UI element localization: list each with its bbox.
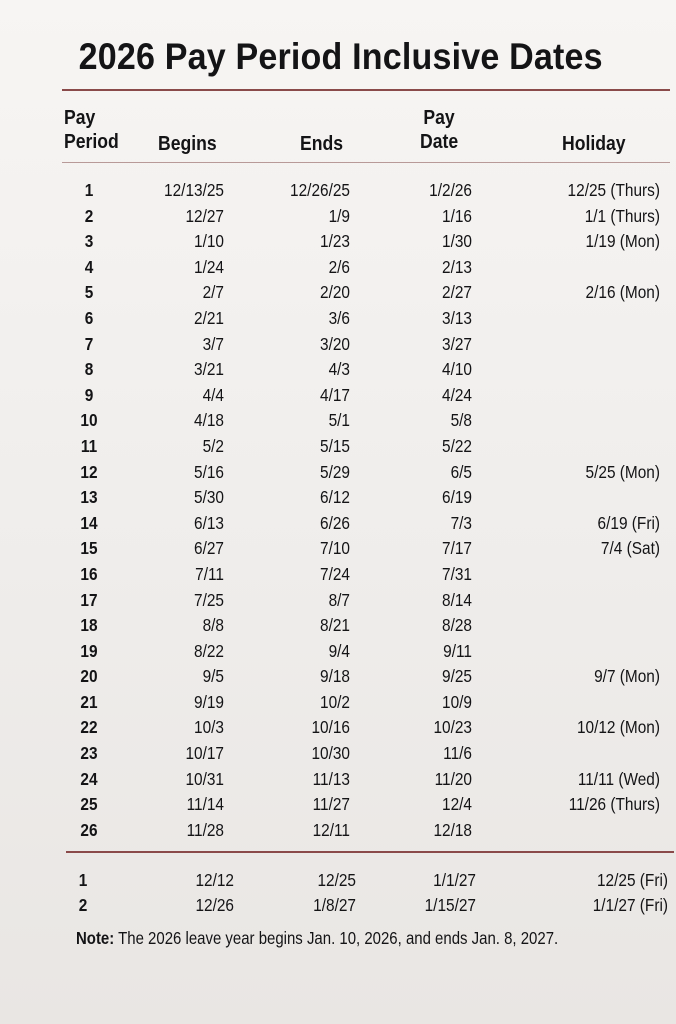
ends-cell: 5/29 <box>320 461 350 482</box>
begins-cell: 6/13 <box>194 512 224 533</box>
begins-cell: 10/3 <box>194 717 224 738</box>
table-row <box>0 485 676 511</box>
page-title: 2026 Pay Period Inclusive Dates <box>78 36 603 77</box>
ends-cell: 12/25 <box>317 870 356 890</box>
pay-period-cell: 7 <box>84 333 94 354</box>
ends-cell: 10/2 <box>320 691 350 712</box>
table-row <box>0 229 676 255</box>
header-pay-period-line2: Period <box>64 131 119 153</box>
pay-date-cell: 7/31 <box>442 563 472 584</box>
ends-cell: 2/20 <box>320 282 350 303</box>
pay-period-cell: 19 <box>80 640 98 661</box>
pay-date-cell: 4/10 <box>442 359 472 380</box>
header-holiday: Holiday <box>562 133 626 155</box>
pay-date-cell: 1/16 <box>442 205 472 226</box>
table-row <box>0 767 676 793</box>
pay-period-cell: 21 <box>80 691 98 712</box>
ends-cell: 11/27 <box>312 794 350 815</box>
ends-cell: 5/15 <box>320 435 350 456</box>
begins-cell: 3/7 <box>202 333 224 354</box>
table-row <box>0 562 676 588</box>
begins-cell: 5/16 <box>194 461 224 482</box>
header-begins: Begins <box>158 133 217 155</box>
begins-cell: 5/30 <box>194 487 224 508</box>
table-row <box>0 357 676 383</box>
pay-date-cell: 3/13 <box>442 307 472 328</box>
begins-cell: 1/24 <box>194 256 224 277</box>
pay-period-cell: 13 <box>80 487 98 508</box>
pay-date-cell: 11/20 <box>434 768 472 789</box>
pay-period-cell: 25 <box>80 794 98 815</box>
begins-cell: 9/19 <box>194 691 224 712</box>
ends-cell: 1/23 <box>320 231 350 252</box>
ends-cell: 9/4 <box>328 640 350 661</box>
holiday-cell: 9/7 (Mon) <box>594 666 660 687</box>
table-row <box>0 280 676 306</box>
begins-cell: 2/7 <box>202 282 224 303</box>
pay-date-cell: 1/15/27 <box>424 895 476 915</box>
pay-period-cell: 17 <box>80 589 98 610</box>
holiday-cell: 12/25 (Thurs) <box>567 180 660 200</box>
pay-period-cell: 11 <box>80 435 98 456</box>
note-text: The 2026 leave year begins Jan. 10, 2026, and ends Jan. 8, 2027. <box>114 928 559 948</box>
ends-cell: 6/12 <box>320 487 350 508</box>
begins-cell: 11/14 <box>186 794 224 815</box>
begins-cell: 9/5 <box>202 666 224 687</box>
next-year-table <box>0 868 676 918</box>
pay-date-cell: 10/23 <box>433 717 472 738</box>
table-row <box>0 204 676 230</box>
holiday-cell: 1/1/27 (Fri) <box>592 895 668 915</box>
pay-period-cell: 3 <box>84 231 94 252</box>
header-pay-date-line2: Date <box>420 131 459 153</box>
pay-period-cell: 12 <box>80 461 98 482</box>
pay-period-cell: 18 <box>80 615 98 636</box>
holiday-cell: 11/11 (Wed) <box>577 768 660 789</box>
ends-cell: 8/21 <box>320 615 350 636</box>
pay-date-cell: 8/14 <box>442 589 472 610</box>
ends-cell: 3/20 <box>320 333 350 354</box>
pay-period-cell: 4 <box>84 256 94 277</box>
header-divider <box>62 162 670 163</box>
begins-cell: 10/31 <box>185 768 224 789</box>
pay-date-cell: 6/5 <box>450 461 472 482</box>
table-row <box>0 408 676 434</box>
table-row <box>0 664 676 690</box>
ends-cell: 6/26 <box>320 512 350 533</box>
ends-cell: 4/3 <box>328 359 350 380</box>
table-row <box>0 255 676 281</box>
table-row <box>0 741 676 767</box>
pay-period-cell: 22 <box>80 717 98 738</box>
ends-cell: 4/17 <box>320 384 350 405</box>
leave-year-note <box>76 928 558 949</box>
pay-date-cell: 7/3 <box>450 512 472 533</box>
pay-period-cell: 23 <box>80 743 98 764</box>
header-pay-date-line1: Pay <box>423 107 455 129</box>
title-divider <box>62 89 670 91</box>
pay-period-cell: 15 <box>80 538 98 559</box>
pay-date-cell: 1/1/27 <box>433 870 476 890</box>
ends-cell: 1/9 <box>328 205 350 226</box>
pay-date-cell: 10/9 <box>442 691 472 712</box>
pay-date-cell: 5/22 <box>442 435 472 456</box>
pay-date-cell: 2/27 <box>442 282 472 303</box>
ends-cell: 11/13 <box>312 768 350 789</box>
table-row <box>0 306 676 332</box>
pay-date-cell: 6/19 <box>442 487 472 508</box>
begins-cell: 8/8 <box>202 615 224 636</box>
ends-cell: 3/6 <box>328 307 350 328</box>
header-pay-date <box>420 106 458 154</box>
ends-cell: 7/24 <box>320 563 350 584</box>
pay-period-cell: 6 <box>84 307 94 328</box>
pay-date-cell: 3/27 <box>442 333 472 354</box>
header-pay-period <box>64 106 119 154</box>
table-row <box>0 536 676 562</box>
table-row <box>0 792 676 818</box>
begins-cell: 6/27 <box>194 538 224 559</box>
pay-date-cell: 7/17 <box>442 538 472 559</box>
holiday-cell: 10/12 (Mon) <box>576 717 660 738</box>
ends-cell: 1/8/27 <box>313 895 356 915</box>
holiday-cell: 1/1 (Thurs) <box>584 205 660 226</box>
ends-cell: 2/6 <box>328 256 350 277</box>
begins-cell: 4/4 <box>202 384 224 405</box>
ends-cell: 8/7 <box>328 589 350 610</box>
pay-date-cell: 1/2/26 <box>429 180 472 200</box>
table-row <box>0 613 676 639</box>
begins-cell: 12/27 <box>185 205 224 226</box>
holiday-cell: 11/26 (Thurs) <box>568 794 660 815</box>
table-row <box>0 383 676 409</box>
table-row <box>0 690 676 716</box>
ends-cell: 10/16 <box>311 717 350 738</box>
table-row <box>0 868 676 893</box>
pay-period-cell: 26 <box>80 819 98 840</box>
pay-date-cell: 8/28 <box>442 615 472 636</box>
table-row <box>0 715 676 741</box>
ends-cell: 9/18 <box>320 666 350 687</box>
begins-cell: 12/12 <box>195 870 234 890</box>
next-year-divider <box>66 851 674 853</box>
begins-cell: 8/22 <box>194 640 224 661</box>
pay-period-cell: 8 <box>84 359 94 380</box>
table-row <box>0 818 676 844</box>
holiday-cell: 6/19 (Fri) <box>597 512 660 533</box>
table-row <box>0 511 676 537</box>
table-row <box>0 460 676 486</box>
table-row <box>0 178 676 204</box>
ends-cell: 10/30 <box>311 743 350 764</box>
header-ends: Ends <box>300 133 344 155</box>
ends-cell: 12/11 <box>312 819 350 840</box>
begins-cell: 4/18 <box>194 410 224 431</box>
ends-cell: 5/1 <box>328 410 350 431</box>
pay-period-cell: 20 <box>80 666 98 687</box>
holiday-cell: 5/25 (Mon) <box>585 461 660 482</box>
pay-period-cell: 14 <box>80 512 98 533</box>
pay-date-cell: 2/13 <box>442 256 472 277</box>
begins-cell: 5/2 <box>202 435 224 456</box>
table-row <box>0 639 676 665</box>
holiday-cell: 7/4 (Sat) <box>600 538 660 559</box>
begins-cell: 3/21 <box>194 359 224 380</box>
table-row <box>0 588 676 614</box>
pay-date-cell: 11/6 <box>443 743 472 764</box>
pay-date-cell: 12/4 <box>442 794 472 815</box>
pay-period-table <box>0 178 676 843</box>
pay-period-cell: 2 <box>84 205 94 226</box>
header-pay-period-line1: Pay <box>64 107 96 129</box>
pay-period-cell: 2 <box>78 895 88 915</box>
pay-date-cell: 4/24 <box>442 384 472 405</box>
begins-cell: 12/26 <box>195 895 234 915</box>
pay-date-cell: 9/25 <box>442 666 472 687</box>
begins-cell: 11/28 <box>186 819 224 840</box>
holiday-cell: 2/16 (Mon) <box>585 282 660 303</box>
begins-cell: 12/13/25 <box>164 180 224 200</box>
ends-cell: 12/26/25 <box>290 180 350 200</box>
begins-cell: 1/10 <box>194 231 224 252</box>
pay-date-cell: 1/30 <box>442 231 472 252</box>
begins-cell: 2/21 <box>194 307 224 328</box>
pay-period-cell: 16 <box>80 563 98 584</box>
pay-date-cell: 5/8 <box>450 410 472 431</box>
pay-date-cell: 12/18 <box>433 819 472 840</box>
table-row <box>0 893 676 918</box>
pay-period-cell: 1 <box>78 870 88 890</box>
ends-cell: 7/10 <box>320 538 350 559</box>
note-label: Note: <box>76 928 115 948</box>
table-row <box>0 332 676 358</box>
pay-period-cell: 24 <box>80 768 98 789</box>
pay-period-cell: 9 <box>84 384 94 405</box>
begins-cell: 7/25 <box>194 589 224 610</box>
pay-date-cell: 9/11 <box>443 640 472 661</box>
holiday-cell: 12/25 (Fri) <box>596 870 668 890</box>
pay-period-cell: 10 <box>80 410 98 431</box>
pay-period-cell: 5 <box>84 282 94 303</box>
table-row <box>0 434 676 460</box>
begins-cell: 10/17 <box>185 743 224 764</box>
begins-cell: 7/11 <box>195 563 224 584</box>
pay-period-cell: 1 <box>84 180 94 200</box>
holiday-cell: 1/19 (Mon) <box>585 231 660 252</box>
